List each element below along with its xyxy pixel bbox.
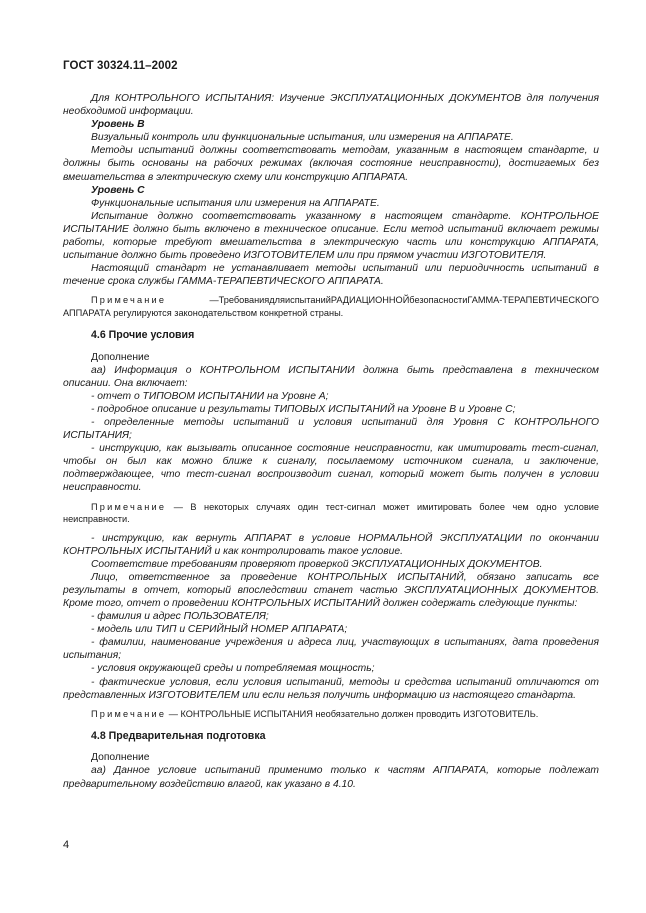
paragraph-aa-info: аа) Информация о КОНТРОЛЬНОМ ИСПЫТАНИИ должна быть представлена в техническом описании. Она включает: [63,364,599,389]
note-text: — КОНТРОЛЬНЫЕ ИСПЫТАНИЯ необязательно должен проводить ИЗГОТОВИТЕЛЬ. [166,708,539,719]
note-label: Примечание [91,295,167,306]
paragraph-aa-preconditioning: аа) Данное условие испытаний применимо только к частям АППАРАТА, которые подлежат предварительному воздействию влагой, как указано в 4.10. [63,765,599,790]
note-3 [63,708,599,721]
addendum-label: Дополнение [91,752,150,764]
paragraph-control-test-level-a: Для КОНТРОЛЬНОГО ИСПЫТАНИЯ: Изучение ЭКСПЛУАТАЦИОННЫХ ДОКУМЕНТОВ для получения необходимой информации. [63,93,599,118]
list-item: - условия окружающей среды и потребляемая мощность; [91,663,375,675]
list-item: - фамилии, наименование учреждения и адреса лиц, участвующих в испытаниях, дата проведения испытания; [63,637,599,662]
heading-level-b: Уровень В [91,119,145,131]
note-2 [63,501,599,526]
list-item: - подробное описание и результаты ТИПОВЫХ ИСПЫТАНИЙ на Уровне В и Уровне С; [91,403,516,415]
list-item: - модель или ТИП и СЕРИЙНЫЙ НОМЕР АППАРАТА; [91,624,348,636]
paragraph-service-life: Настоящий стандарт не устанавливает методы испытаний или периодичность испытаний в течение срока службы ГАММА-ТЕРАПЕВТИЧЕСКОГО АППАРАТА. [63,263,599,288]
list-item: - фамилия и адрес ПОЛЬЗОВАТЕЛЯ; [91,611,269,623]
note-label: Примечание [91,708,167,719]
document-body [63,92,599,791]
list-item: - фактические условия, если условия испытаний, методы и средства испытаний отличаются от представленных ИЗГОТОВИТЕЛЕМ или если нельзя получить информацию из настоящего стандарта. [63,676,599,701]
paragraph-compliance: Соответствие требованиям проверяют проверкой ЭКСПЛУАТАЦИОННЫХ ДОКУМЕНТОВ. [91,558,543,570]
paragraph-level-c-2: Испытание должно соответствовать указанному в настоящем стандарте. КОНТРОЛЬНОЕ ИСПЫТАНИЕ должно быть включено в техническое описание. Если метод испытаний включает режимы работы, которые требуют вмешательства в электрическую часть или конструкцию АППАРАТА, испытание должно быть проведено ИЗГОТОВИТЕЛЕМ или при прямом участии ИЗГОТОВИТЕЛЯ. [63,210,599,262]
list-item: - определенные методы испытаний и условия испытаний для Уровня С КОНТРОЛЬНОГО ИСПЫТАНИЯ; [63,416,599,442]
paragraph-responsible-person: Лицо, ответственное за проведение КОНТРОЛЬНЫХ ИСПЫТАНИЙ, обязано записать все результаты в отчет, который впоследствии станет частью ЭКСПЛУАТАЦИОННЫХ ДОКУМЕНТОВ. Кроме того, отчет о проведении КОНТРОЛЬНЫХ ИСПЫТАНИЙ должен содержать следующие пункты: [63,571,599,609]
section-heading-4-6: 4.6 Прочие условия [91,329,195,342]
note-label: Примечание [91,501,167,512]
note-text: — В некоторых случаях один тест-сигнал может имитировать более чем одно условие неисправности. [63,501,599,525]
list-item: - инструкцию, как вернуть АППАРАТ в условие НОРМАЛЬНОЙ ЭКСПЛУАТАЦИИ по окончании КОНТРОЛЬНЫХ ИСПЫТАНИЙ и как контролировать такое условие. [63,532,599,557]
paragraph-level-c-1: Функциональные испытания или измерения на АППАРАТЕ. [91,197,380,209]
list-item: - отчет о ТИПОВОМ ИСПЫТАНИИ на Уровне А; [91,390,329,402]
list-item: - инструкцию, как вызывать описанное состояние неисправности, как имитировать тест-сигнал, чтобы он был как можно ближе к сигналу, посылаемому источником сигнала, и заключение, подтверждающее, что тест-сигнал воспроизводит сигнал, который может быть получен в условии неисправности. [63,443,599,494]
paragraph-level-b-1: Визуальный контроль или функциональные испытания, или измерения на АППАРАТЕ. [91,132,514,144]
paragraph-level-b-2: Методы испытаний должны соответствовать методам, указанным в настоящем стандарте, и должны быть основаны на рабочих режимах (включая состояние неисправности), достигаемых без вмешательства в электрическую схему или конструкцию АППАРАТА. [63,145,599,183]
note-1 [63,294,599,319]
page-number: 4 [63,839,70,851]
document-header: ГОСТ 30324.11–2002 [63,60,178,72]
heading-level-c: Уровень С [91,184,145,196]
section-heading-4-8: 4.8 Предварительная подготовка [91,730,266,743]
note-text: —ТребованиядляиспытанийРАДИАЦИОННОЙбезопасностиГАММА-ТЕРАПЕВТИЧЕСКОГО АППАРАТА регулируются законодательством конкретной страны. [63,295,599,318]
addendum-label: Дополнение [91,351,150,363]
